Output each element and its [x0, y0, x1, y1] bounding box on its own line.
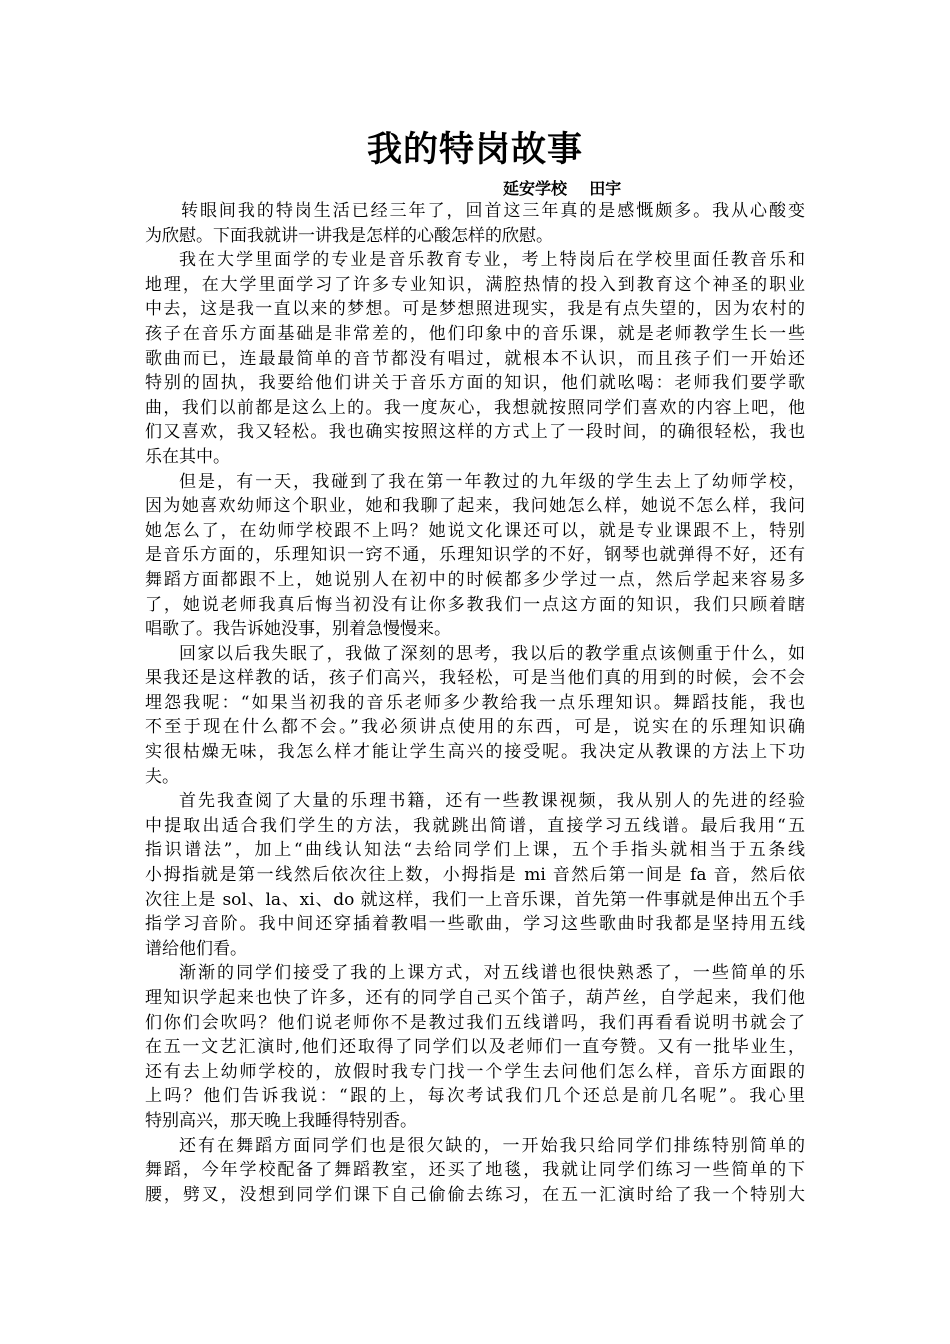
- paragraph-line: 夫。: [145, 766, 179, 787]
- paragraph-line: 腰，劈叉，没想到同学们课下自己偷偷去练习，在五一汇演时给了我一个特别大: [145, 1184, 805, 1205]
- paragraph-line: 谱给他们看。: [145, 938, 247, 959]
- paragraph-line: 舞蹈方面都跟不上，她说别人在初中的时候都多少学过一点，然后学起来容易多: [145, 569, 805, 590]
- paragraph-line: 埋怨我呢：“如果当初我的音乐老师多少教给我一点乐理知识。舞蹈技能，我也: [145, 692, 805, 713]
- paragraph-line: 果我还是这样教的话，孩子们高兴，我轻松，可是当他们真的用到的时候，会不会: [145, 668, 805, 689]
- paragraph-line: 歌曲而已，连最最简单的音节都没有唱过，就根本不认识，而且孩子们一开始还: [145, 348, 805, 369]
- paragraph: [145, 1134, 805, 1208]
- document-body: [145, 199, 805, 1207]
- paragraph-line: 指学习音阶。我中间还穿插着教唱一些歌曲，学习这些歌曲时我都是坚持用五线: [145, 914, 805, 935]
- paragraph-line: 指识谱法”，加上“曲线认知法“去给同学们上课，五个手指头就相当于五条线: [145, 840, 805, 861]
- paragraph-line: 中去，这是我一直以来的梦想。可是梦想照进现实，我是有点失望的，因为农村的: [145, 299, 805, 320]
- paragraph: [145, 470, 805, 642]
- paragraph-line: 中提取出适合我们学生的方法，我就跳出简谱，直接学习五线谱。最后我用“五: [145, 815, 805, 836]
- paragraph-line: 但是，有一天，我碰到了我在第一年教过的九年级的学生去上了幼师学校，: [179, 471, 805, 492]
- paragraph-line: 了，她说老师我真后悔当初没有让你多教我们一点这方面的知识，我们只顾着瞎: [145, 594, 805, 615]
- paragraph-line: 在五一文艺汇演时,他们还取得了同学们以及老师们一直夸赞。又有一批毕业生，: [145, 1037, 805, 1058]
- paragraph-line: 们你们会吹吗？他们说老师你不是教过我们五线谱吗，我们再看看说明书就会了: [145, 1012, 805, 1033]
- paragraph-line: 是音乐方面的，乐理知识一窍不通，乐理知识学的不好，钢琴也就弹得不好，还有: [145, 545, 805, 566]
- paragraph-line: 曲，我们以前都是这么上的。我一度灰心，我想就按照同学们喜欢的内容上吧，他: [145, 397, 805, 418]
- paragraph-line: 她怎么了，在幼师学校跟不上吗？她说文化课还可以，就是专业课跟不上，特别: [145, 520, 805, 541]
- paragraph-line: 还有去上幼师学校的，放假时我专门找一个学生去问他们怎么样，音乐方面跟的: [145, 1061, 805, 1082]
- paragraph-line: 回家以后我失眠了，我做了深刻的思考，我以后的教学重点该侧重于什么，如: [179, 643, 805, 664]
- paragraph-line: 次往上是 sol、la、xi、do 就这样，我们一上音乐课，首先第一件事就是伸出五个手: [145, 889, 805, 910]
- paragraph-line: 首先我查阅了大量的乐理书籍，还有一些教课视频，我从别人的先进的经验: [179, 791, 805, 812]
- paragraph-line: 转眼间我的特岗生活已经三年了，回首这三年真的是感慨颇多。我从心酸变: [181, 201, 805, 221]
- paragraph: [145, 199, 805, 248]
- paragraph-line: 我在大学里面学的专业是音乐教育专业，考上特岗后在学校里面任教音乐和: [179, 250, 805, 271]
- paragraph-line: 乐在其中。: [145, 446, 230, 467]
- paragraph-line: 地理，在大学里面学习了许多专业知识，满腔热情的投入到教育这个神圣的职业: [145, 274, 805, 295]
- paragraph-line: 特别的固执，我要给他们讲关于音乐方面的知识，他们就吆喝：老师我们要学歌: [145, 373, 805, 394]
- paragraph: [145, 961, 805, 1133]
- paragraph: [145, 248, 805, 469]
- paragraph-line: 特别高兴，那天晚上我睡得特别香。: [145, 1110, 417, 1131]
- paragraph-line: 们又喜欢，我又轻松。我也确实按照这样的方式上了一段时间，的确很轻松，我也: [145, 422, 805, 443]
- paragraph-line: 小拇指就是第一线然后依次往上数，小拇指是 mi 音然后第一间是 fa 音，然后依: [145, 865, 805, 886]
- paragraph-line: 唱歌了。我告诉她没事，别着急慢慢来。: [145, 619, 451, 640]
- author-byline: 延安学校 田宇: [503, 179, 622, 198]
- paragraph-line: 因为她喜欢幼师这个职业，她和我聊了起来，我问她怎么样，她说不怎么样，我问: [145, 496, 805, 517]
- paragraph-line: 渐渐的同学们接受了我的上课方式，对五线谱也很快熟悉了，一些简单的乐: [179, 963, 805, 984]
- paragraph-line: 还有在舞蹈方面同学们也是很欠缺的，一开始我只给同学们排练特别简单的: [179, 1135, 805, 1156]
- paragraph-line: 舞蹈，今年学校配备了舞蹈教室，还买了地毯，我就让同学们练习一些简单的下: [145, 1160, 805, 1181]
- paragraph-line: 上吗？他们告诉我说：“跟的上，每次考试我们几个还总是前几名呢”。我心里: [145, 1086, 805, 1107]
- paragraph: [145, 642, 805, 790]
- paragraph-line: 孩子在音乐方面基础是非常差的，他们印象中的音乐课，就是老师教学生长一些: [145, 323, 805, 344]
- paragraph-line: 实很枯燥无味，我怎么样才能让学生高兴的接受呢。我决定从教课的方法上下功: [145, 742, 805, 763]
- document-title: 我的特岗故事: [366, 129, 583, 170]
- paragraph-line: 为欣慰。下面我就讲一讲我是怎样的心酸怎样的欣慰。: [145, 225, 553, 246]
- paragraph: [145, 789, 805, 961]
- paragraph-line: 理知识学起来也快了许多，还有的同学自己买个笛子，葫芦丝，自学起来，我们他: [145, 988, 805, 1008]
- paragraph-line: 不至于现在什么都不会。”我必须讲点使用的东西，可是，说实在的乐理知识确: [145, 717, 805, 738]
